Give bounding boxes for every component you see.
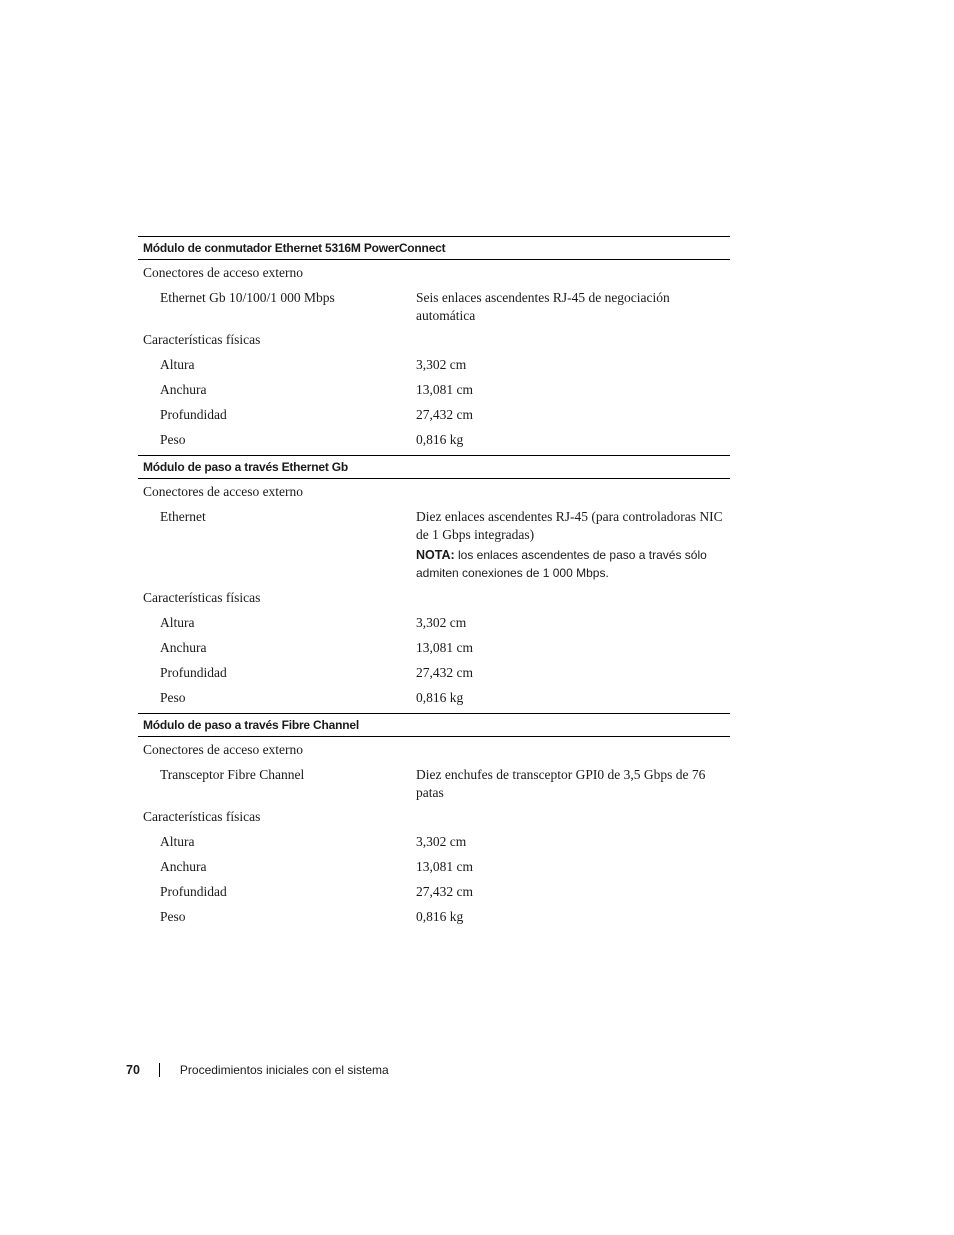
- spec-label: Profundidad: [160, 884, 227, 899]
- group-label-connectors: Conectores de acceso externo: [143, 742, 304, 757]
- group-label-physical: Características físicas: [143, 332, 261, 347]
- note-label: NOTA:: [416, 548, 455, 562]
- spec-tables: [138, 236, 730, 929]
- section-title: Módulo de paso a través Fibre Channel: [138, 713, 730, 737]
- section-title: Módulo de paso a través Ethernet Gb: [138, 455, 730, 479]
- spec-row: [138, 504, 730, 585]
- spec-label: Peso: [160, 432, 186, 447]
- spec-label: Altura: [160, 357, 195, 372]
- spec-label: Altura: [160, 834, 195, 849]
- spec-row: [138, 660, 730, 685]
- spec-row: [138, 610, 730, 635]
- spec-label: Peso: [160, 909, 186, 924]
- spec-value: Seis enlaces ascendentes RJ-45 de negociación automática: [416, 290, 670, 323]
- footer-divider: [159, 1063, 160, 1077]
- spec-label: Ethernet Gb 10/100/1 000 Mbps: [160, 290, 335, 305]
- spec-section: [138, 455, 730, 710]
- spec-section: [138, 713, 730, 929]
- spec-row: [138, 854, 730, 879]
- spec-row: [138, 377, 730, 402]
- spec-value: 3,302 cm: [416, 834, 467, 849]
- spec-value: 13,081 cm: [416, 859, 473, 874]
- spec-row: [138, 879, 730, 904]
- spec-value: 0,816 kg: [416, 909, 464, 924]
- spec-label: Anchura: [160, 859, 207, 874]
- group-label-physical: Características físicas: [143, 809, 261, 824]
- spec-value: 0,816 kg: [416, 432, 464, 447]
- spec-value: Diez enlaces ascendentes RJ-45 (para controladoras NIC de 1 Gbps integradas): [416, 509, 723, 542]
- spec-value: Diez enchufes de transceptor GPI0 de 3,5 Gbps de 76 patas: [416, 767, 706, 800]
- page-number: 70: [126, 1063, 140, 1077]
- spec-section: [138, 236, 730, 452]
- group-label-physical: Características físicas: [143, 590, 261, 605]
- spec-row: [138, 904, 730, 929]
- group-label-connectors: Conectores de acceso externo: [143, 265, 304, 280]
- spec-row: [138, 285, 730, 327]
- spec-value: 3,302 cm: [416, 357, 467, 372]
- spec-row: [138, 635, 730, 660]
- spec-row: [138, 762, 730, 804]
- section-title: Módulo de conmutador Ethernet 5316M PowerConnect: [138, 236, 730, 260]
- spec-row: [138, 402, 730, 427]
- spec-row: [138, 427, 730, 452]
- spec-label: Profundidad: [160, 407, 227, 422]
- spec-label: Anchura: [160, 640, 207, 655]
- spec-value: 13,081 cm: [416, 640, 473, 655]
- spec-value: 3,302 cm: [416, 615, 467, 630]
- spec-label: Transceptor Fibre Channel: [160, 767, 305, 782]
- spec-label: Profundidad: [160, 665, 227, 680]
- group-label-connectors: Conectores de acceso externo: [143, 484, 304, 499]
- spec-row: [138, 685, 730, 710]
- spec-value: 27,432 cm: [416, 407, 473, 422]
- note-text: los enlaces ascendentes de paso a través sólo admiten conexiones de 1 000 Mbps.: [416, 548, 707, 580]
- spec-label: Peso: [160, 690, 186, 705]
- footer-title: Procedimientos iniciales con el sistema: [179, 1063, 389, 1077]
- spec-value-with-note: [416, 504, 730, 585]
- spec-value: 13,081 cm: [416, 382, 473, 397]
- spec-row: [138, 829, 730, 854]
- spec-label: Altura: [160, 615, 195, 630]
- spec-label: Anchura: [160, 382, 207, 397]
- spec-value: 27,432 cm: [416, 884, 473, 899]
- spec-label: Ethernet: [160, 509, 206, 524]
- page-footer: [126, 1060, 389, 1080]
- note: [416, 547, 730, 582]
- spec-value: 0,816 kg: [416, 690, 464, 705]
- spec-value: 27,432 cm: [416, 665, 473, 680]
- spec-row: [138, 352, 730, 377]
